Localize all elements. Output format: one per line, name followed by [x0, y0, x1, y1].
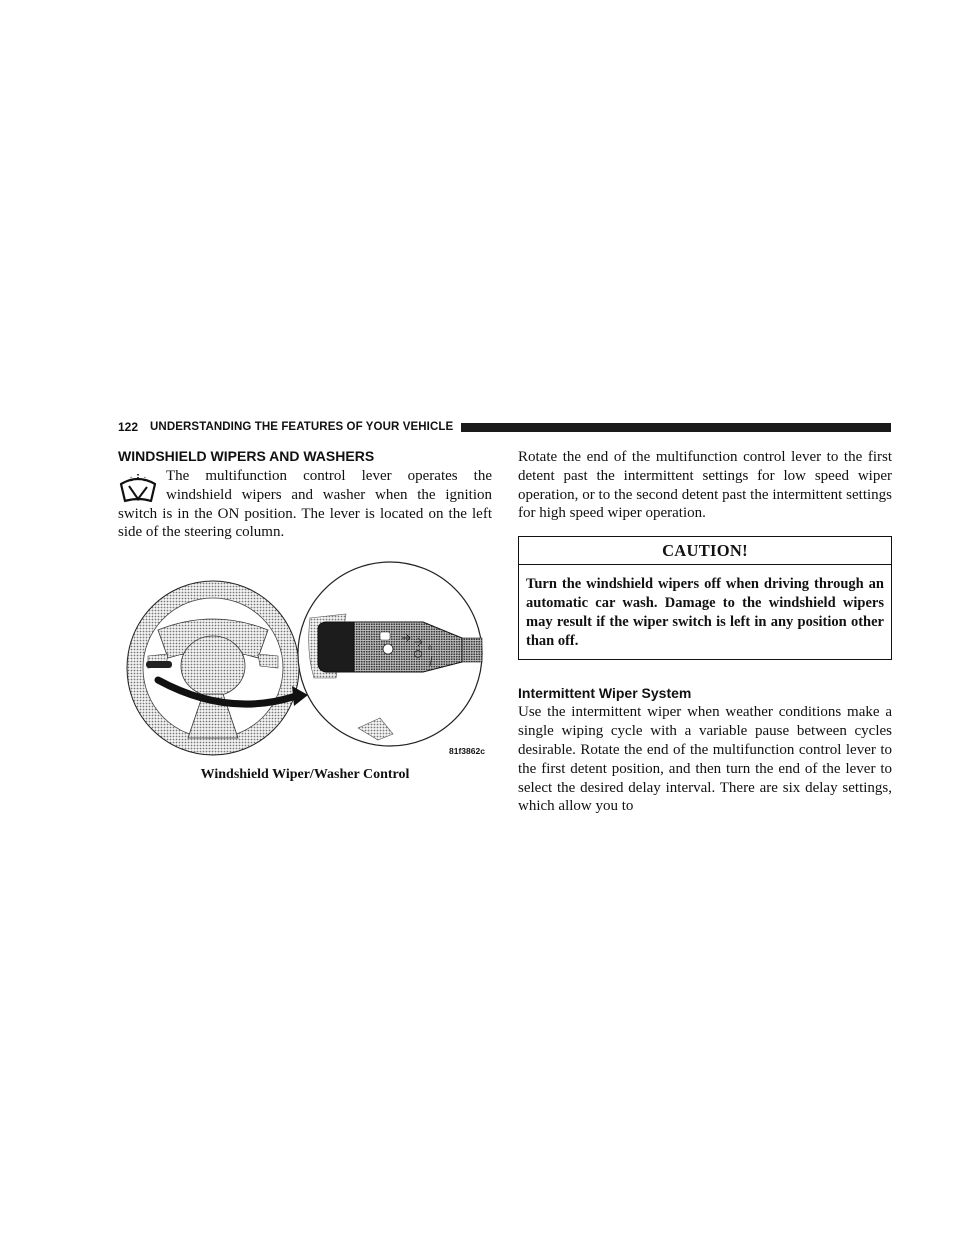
figure-caption: Windshield Wiper/Washer Control [200, 767, 410, 782]
steering-wheel-lever-illustration [118, 558, 492, 763]
intro-paragraph: The multifunction control lever operates the windshield wipers and washer when the ignition switch is in the ON position. The lever is located on the left side of the steering column. [118, 468, 492, 541]
intermittent-wiper-heading: Intermittent Wiper System [518, 685, 692, 702]
section-heading: WINDSHIELD WIPERS AND WASHERS [118, 448, 375, 464]
header-rule [461, 423, 891, 432]
caution-title: CAUTION! [519, 537, 891, 565]
intro-block [118, 467, 492, 542]
steering-wheel [127, 581, 299, 755]
caution-text: Turn the windshield wipers off when driving through an automatic car wash. Damage to the windshield wipers may result if the wiper switch is left in any position other than off. [526, 576, 884, 649]
wiper-speed-paragraph: Rotate the end of the multifunction control lever to the first detent past the intermittent settings for low speed wiper operation, or to the second detent past the intermittent settings for high speed wiper operation. [518, 449, 892, 522]
right-column [518, 448, 892, 816]
windshield-wiper-icon [118, 470, 158, 504]
chapter-title: UNDERSTANDING THE FEATURES OF YOUR VEHICLE [150, 421, 454, 433]
left-column [118, 448, 492, 542]
page-number: 122 [118, 420, 139, 434]
intermittent-wiper-paragraph: Use the intermittent wiper when weather conditions make a single wiping cycle with a variable pause between cycles desirable. Rotate the end of the multifunction control lever to the first detent position, and then turn the end of the lever to select the desired delay interval. There are six delay settings, which allow you to [518, 704, 892, 815]
lever-detail-circle [298, 562, 482, 746]
svg-text:0: 0 [428, 645, 432, 652]
figure-code: 81f3862c [449, 746, 485, 756]
page-header [118, 420, 891, 434]
caution-box [518, 536, 892, 660]
